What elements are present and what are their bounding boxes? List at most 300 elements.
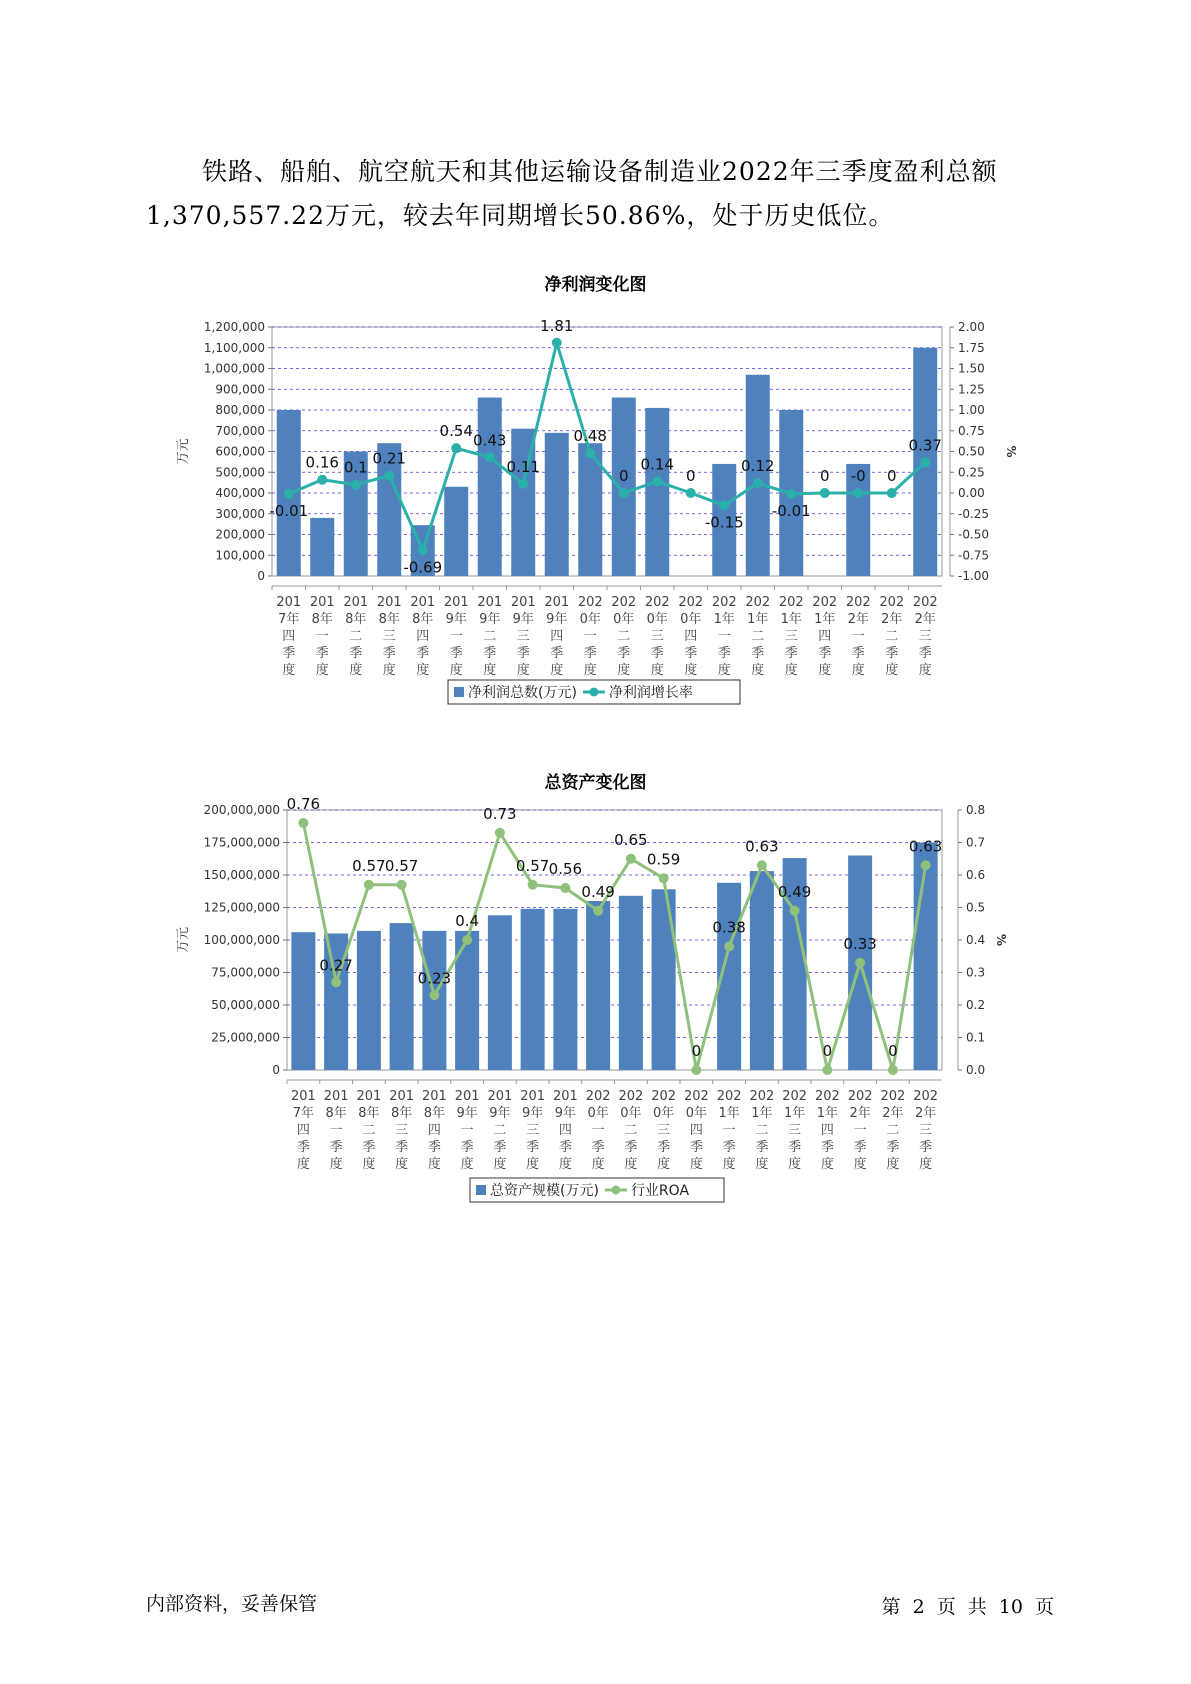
x-tick-label: 度	[395, 1157, 409, 1172]
x-tick-label: 8年	[345, 612, 367, 627]
y2-tick-label: 0.4	[966, 933, 986, 947]
x-tick-label: 1年	[780, 612, 802, 627]
x-tick-label: 二	[362, 1123, 376, 1138]
line-point	[920, 457, 930, 467]
x-tick-label: 201	[343, 595, 369, 610]
line-point	[364, 880, 374, 890]
y2-tick-label: -1.00	[958, 569, 990, 583]
x-tick-label: 202	[651, 1089, 677, 1104]
x-tick-label: 一	[449, 629, 463, 644]
x-tick-label: 一	[329, 1123, 343, 1138]
x-tick-label: 季	[591, 1140, 605, 1155]
x-tick-label: 季	[919, 1140, 933, 1155]
y2-tick-label: 0.8	[966, 803, 986, 817]
x-tick-label: 季	[820, 1140, 834, 1155]
bar	[619, 896, 643, 1070]
x-tick-label: 202	[812, 595, 838, 610]
bar	[422, 931, 446, 1070]
y2-tick-label: 0.25	[958, 465, 985, 480]
x-tick-label: 二	[349, 629, 363, 644]
x-tick-label: 度	[818, 663, 832, 678]
bar	[746, 375, 770, 576]
x-tick-label: 度	[583, 663, 597, 678]
x-tick-label: 季	[329, 1140, 343, 1155]
y-tick-label: 25,000,000	[211, 1030, 280, 1045]
x-tick-label: 四	[558, 1123, 572, 1138]
data-label: 0.1	[343, 458, 368, 477]
x-tick-label: 8年	[390, 1106, 413, 1121]
data-label: 0.43	[473, 431, 507, 450]
bar	[390, 923, 414, 1070]
x-tick-label: 二	[755, 1123, 769, 1138]
line-point	[757, 860, 767, 870]
data-label: -0	[850, 467, 866, 485]
x-tick-label: 三	[788, 1123, 802, 1138]
x-tick-label: 三	[382, 629, 396, 644]
y2-tick-label: 0.5	[966, 900, 986, 915]
data-label: 0.21	[372, 449, 406, 468]
data-label: 0.73	[483, 804, 517, 823]
bar	[586, 901, 610, 1070]
y2-tick-label: -0.75	[958, 548, 990, 563]
x-tick-label: 1年	[814, 612, 836, 627]
data-label: 0.33	[843, 934, 877, 953]
x-tick-label: 季	[416, 646, 430, 661]
line-point	[593, 906, 603, 916]
data-label: 0	[888, 1042, 898, 1060]
line-point	[552, 338, 562, 348]
x-tick-label: 季	[558, 1140, 572, 1155]
data-label: 0	[618, 467, 629, 485]
line-point	[429, 990, 439, 1000]
x-tick-label: 二	[493, 1123, 507, 1138]
line-point	[786, 489, 796, 499]
x-tick-label: 202	[683, 1089, 709, 1104]
x-tick-label: 202	[778, 595, 804, 610]
x-tick-label: 201	[544, 595, 570, 610]
x-tick-label: 一	[717, 629, 731, 644]
x-tick-label: 四	[550, 629, 564, 644]
line-point	[451, 443, 461, 453]
x-tick-label: 度	[526, 1157, 540, 1172]
line-point	[659, 873, 669, 883]
data-label: 0.38	[712, 918, 746, 937]
bar	[553, 909, 577, 1070]
x-tick-label: 季	[493, 1140, 507, 1155]
x-tick-label: 7年	[278, 612, 300, 627]
y2-tick-label: 2.00	[958, 320, 985, 334]
line-point	[626, 854, 636, 864]
x-tick-label: 9年	[554, 1106, 577, 1121]
y2-tick-label: 0.00	[958, 486, 985, 500]
x-tick-label: 2年	[882, 1106, 904, 1121]
x-tick-label: 度	[820, 1157, 834, 1172]
y-tick-label: 700,000	[215, 423, 265, 438]
line-point	[724, 942, 734, 952]
x-tick-label: 201	[410, 595, 436, 610]
data-label: 0.63	[908, 837, 943, 856]
line-point	[298, 818, 308, 828]
x-tick-label: 1年	[751, 1106, 773, 1121]
x-tick-label: 202	[745, 595, 771, 610]
x-tick-label: 四	[416, 629, 430, 644]
y2-tick-label: 1.50	[958, 361, 985, 376]
y-tick-label: 200,000	[215, 527, 265, 542]
data-label: 0.37	[908, 436, 942, 455]
x-tick-label: 三	[919, 1123, 933, 1138]
line-point	[855, 958, 865, 968]
y-axis-label: 万元	[176, 926, 191, 954]
data-label: 0.49	[581, 882, 615, 901]
line-point	[418, 545, 428, 555]
line-point	[560, 883, 570, 893]
line-point	[686, 488, 696, 498]
x-tick-label: 201	[323, 1089, 349, 1104]
x-tick-label: 季	[296, 1140, 310, 1155]
x-tick-label: 度	[853, 1157, 867, 1172]
legend-label: 行业ROA	[630, 1183, 690, 1199]
data-label: -0.01	[771, 501, 811, 520]
x-tick-label: 0年	[613, 612, 635, 627]
data-label: 0	[822, 1042, 833, 1060]
line-point	[652, 476, 662, 486]
x-tick-label: 202	[782, 1089, 808, 1104]
x-tick-label: 9年	[456, 1106, 478, 1121]
x-tick-label: 度	[755, 1157, 769, 1172]
x-tick-label: 202	[585, 1089, 611, 1104]
bar	[521, 909, 545, 1070]
legend-swatch-point	[611, 1186, 620, 1195]
x-tick-label: 三	[516, 629, 530, 644]
x-tick-label: 201	[290, 1089, 316, 1104]
x-tick-label: 一	[722, 1123, 736, 1138]
x-tick-label: 度	[650, 663, 664, 678]
data-label: 0.48	[573, 427, 607, 446]
y-tick-label: 100,000,000	[203, 933, 280, 947]
bar	[357, 931, 381, 1070]
data-label: 0	[819, 467, 830, 485]
x-tick-label: 二	[617, 629, 631, 644]
line-point	[284, 489, 294, 499]
y-tick-label: 900,000	[215, 382, 265, 397]
x-tick-label: 201	[276, 595, 302, 610]
x-tick-label: 1年	[816, 1106, 839, 1121]
bar	[612, 398, 636, 576]
x-tick-label: 201	[389, 1089, 415, 1104]
x-tick-label: 度	[684, 663, 698, 678]
bar	[444, 487, 468, 576]
x-tick-label: 四	[296, 1123, 310, 1138]
x-tick-label: 201	[421, 1089, 447, 1104]
x-tick-label: 季	[755, 1140, 769, 1155]
x-tick-label: 三	[395, 1123, 409, 1138]
line-point	[485, 452, 495, 462]
x-tick-label: 度	[516, 663, 530, 678]
data-label: 0.16	[305, 453, 339, 472]
x-tick-label: 201	[376, 595, 402, 610]
x-tick-label: 度	[349, 663, 363, 678]
x-tick-label: 度	[550, 663, 564, 678]
y-tick-label: 175,000,000	[203, 835, 280, 850]
x-tick-label: 8年	[423, 1106, 446, 1121]
line-point	[384, 471, 394, 481]
chart2-title: 总资产变化图	[544, 773, 647, 793]
x-tick-label: 季	[282, 646, 296, 661]
y-tick-label: 125,000,000	[203, 900, 280, 915]
x-tick-label: 度	[382, 663, 396, 678]
x-tick-label: 202	[711, 595, 737, 610]
x-tick-label: 202	[716, 1089, 742, 1104]
line-point	[351, 480, 361, 490]
bar	[310, 518, 334, 576]
y-tick-label: 0	[257, 569, 265, 583]
bar	[488, 915, 512, 1070]
x-tick-label: 201	[309, 595, 335, 610]
data-label: 0.23	[417, 969, 452, 988]
line-point	[462, 935, 472, 945]
line-point	[790, 906, 800, 916]
x-tick-label: 季	[722, 1140, 736, 1155]
x-tick-label: 度	[851, 663, 865, 678]
x-tick-label: 201	[487, 1089, 513, 1104]
legend-swatch-point	[589, 688, 598, 697]
x-tick-label: 季	[851, 646, 865, 661]
x-tick-label: 2年	[849, 1106, 871, 1121]
x-tick-label: 度	[296, 1157, 310, 1172]
x-tick-label: 度	[617, 663, 631, 678]
x-tick-label: 季	[886, 1140, 900, 1155]
x-tick-label: 8年	[311, 612, 333, 627]
x-tick-label: 9年	[445, 612, 467, 627]
x-tick-label: 度	[784, 663, 798, 678]
x-tick-label: 季	[395, 1140, 409, 1155]
x-tick-label: 三	[650, 629, 664, 644]
line-point	[397, 880, 407, 890]
x-tick-label: 一	[583, 629, 597, 644]
bar	[652, 889, 676, 1070]
x-tick-label: 度	[751, 663, 765, 678]
x-tick-label: 季	[751, 646, 765, 661]
x-tick-label: 7年	[292, 1106, 315, 1121]
y-tick-label: 100,000	[215, 548, 265, 563]
x-tick-label: 度	[449, 663, 463, 678]
x-tick-label: 0年	[680, 612, 702, 627]
line-point	[518, 479, 528, 489]
x-tick-label: 季	[349, 646, 363, 661]
data-label: 0.27	[319, 956, 353, 975]
x-tick-label: 0年	[587, 1106, 609, 1121]
x-tick-label: 一	[853, 1123, 867, 1138]
y2-tick-label: 1.00	[958, 403, 985, 417]
data-label: 0.63	[745, 837, 779, 856]
x-tick-label: 8年	[378, 612, 400, 627]
y-tick-label: 500,000	[215, 465, 265, 480]
line-point	[331, 977, 341, 987]
line-point	[820, 488, 830, 498]
x-tick-label: 三	[526, 1123, 540, 1138]
line-point	[691, 1065, 701, 1075]
y2-tick-label: -0.25	[958, 506, 990, 521]
x-tick-label: 季	[918, 646, 932, 661]
data-label: 0.54	[439, 422, 473, 441]
legend-label: 净利润增长率	[608, 685, 693, 701]
data-label: 0.11	[506, 457, 540, 476]
x-tick-label: 季	[382, 646, 396, 661]
x-tick-label: 季	[315, 646, 329, 661]
x-tick-label: 2年	[914, 1106, 937, 1121]
y-tick-label: 600,000	[215, 444, 265, 459]
x-tick-label: 9年	[512, 612, 534, 627]
legend-label: 总资产规模(万元)	[490, 1183, 599, 1199]
y-tick-label: 1,100,000	[203, 340, 265, 355]
x-tick-label: 度	[427, 1157, 441, 1172]
y2-tick-label: 1.75	[958, 340, 985, 355]
line-point	[719, 500, 729, 510]
x-tick-label: 0年	[620, 1106, 642, 1121]
bar	[914, 843, 938, 1071]
y-axis-label: 万元	[176, 438, 191, 465]
legend-swatch-bar	[454, 687, 464, 697]
x-tick-label: 季	[853, 1140, 867, 1155]
x-tick-label: 季	[483, 646, 497, 661]
y2-tick-label: 1.25	[958, 382, 985, 397]
x-tick-label: 度	[722, 1157, 736, 1172]
x-tick-label: 201	[454, 1089, 480, 1104]
x-tick-label: 季	[362, 1140, 376, 1155]
line-point	[888, 1065, 898, 1075]
y-tick-label: 1,000,000	[203, 361, 265, 376]
y2-axis-label: %	[994, 933, 1008, 947]
x-tick-label: 201	[510, 595, 536, 610]
x-tick-label: 四	[427, 1123, 441, 1138]
chart1-title: 净利润变化图	[544, 275, 647, 295]
x-tick-label: 201	[443, 595, 469, 610]
data-label: 0.4	[455, 912, 480, 930]
line-point	[585, 448, 595, 458]
x-tick-label: 度	[460, 1157, 474, 1172]
data-label: 0.12	[741, 457, 775, 476]
x-tick-label: 度	[282, 663, 296, 678]
x-tick-label: 度	[919, 1157, 933, 1172]
x-tick-label: 度	[416, 663, 430, 678]
legend-swatch-bar	[476, 1185, 486, 1195]
x-tick-label: 季	[526, 1140, 540, 1155]
data-label: -0.15	[704, 513, 744, 532]
line-point	[753, 478, 763, 488]
data-label: 0.57	[515, 856, 550, 875]
footer-confidential: 内部资料，妥善保管	[146, 1593, 318, 1615]
x-tick-label: 二	[886, 1123, 900, 1138]
x-tick-label: 202	[913, 1089, 939, 1104]
bar	[291, 932, 315, 1070]
x-tick-label: 季	[583, 646, 597, 661]
x-tick-label: 度	[885, 663, 899, 678]
x-tick-label: 1年	[747, 612, 769, 627]
y2-tick-label: 0.1	[966, 1030, 986, 1045]
x-tick-label: 季	[624, 1140, 638, 1155]
x-tick-label: 季	[617, 646, 631, 661]
y2-axis-label: %	[1004, 445, 1018, 458]
x-tick-label: 二	[751, 629, 765, 644]
y-tick-label: 800,000	[215, 403, 265, 417]
y2-tick-label: 0.6	[966, 868, 986, 882]
x-tick-label: 8年	[358, 1106, 380, 1121]
x-tick-label: 度	[918, 663, 932, 678]
line-point	[528, 880, 538, 890]
data-label: 0	[685, 467, 696, 485]
y-tick-label: 50,000,000	[211, 998, 280, 1012]
y2-tick-label: 0.3	[966, 965, 986, 980]
x-tick-label: 9年	[521, 1106, 544, 1121]
x-tick-label: 9年	[489, 1106, 511, 1121]
x-tick-label: 202	[847, 1089, 873, 1104]
x-tick-label: 度	[624, 1157, 638, 1172]
x-tick-label: 季	[684, 646, 698, 661]
x-tick-label: 一	[460, 1123, 474, 1138]
data-label: 0.65	[614, 830, 648, 849]
x-tick-label: 度	[315, 663, 329, 678]
data-label: 0.57	[352, 856, 386, 875]
data-label: 0.56	[548, 860, 583, 878]
y-tick-label: 75,000,000	[211, 965, 280, 980]
line-point	[495, 828, 505, 838]
data-label: -0.01	[269, 501, 309, 520]
data-label: 0.49	[777, 882, 812, 901]
x-tick-label: 202	[577, 595, 603, 610]
y2-tick-label: 0.0	[966, 1063, 986, 1077]
x-tick-label: 1年	[783, 1106, 806, 1121]
x-tick-label: 202	[644, 595, 670, 610]
x-tick-label: 度	[689, 1157, 703, 1172]
x-tick-label: 季	[550, 646, 564, 661]
x-tick-label: 一	[315, 629, 329, 644]
line-point	[619, 488, 629, 498]
x-tick-label: 202	[749, 1089, 775, 1104]
y2-tick-label: -0.50	[958, 527, 990, 542]
x-tick-label: 一	[591, 1123, 605, 1138]
data-label: 1.81	[540, 316, 574, 335]
y2-tick-label: 0.2	[966, 998, 986, 1012]
x-tick-label: 季	[650, 646, 664, 661]
x-tick-label: 2年	[914, 612, 936, 627]
x-tick-label: 季	[689, 1140, 703, 1155]
y-tick-label: 0	[272, 1063, 280, 1077]
x-tick-label: 四	[689, 1123, 703, 1138]
x-tick-label: 季	[516, 646, 530, 661]
x-tick-label: 202	[618, 1089, 644, 1104]
x-tick-label: 季	[788, 1140, 802, 1155]
x-tick-label: 三	[657, 1123, 671, 1138]
x-tick-label: 季	[885, 646, 899, 661]
x-tick-label: 8年	[412, 612, 434, 627]
bar	[478, 398, 502, 576]
x-tick-label: 9年	[479, 612, 501, 627]
x-tick-label: 202	[611, 595, 637, 610]
x-tick-label: 1年	[718, 1106, 740, 1121]
y2-tick-label: 0.7	[966, 835, 986, 850]
x-tick-label: 202	[678, 595, 704, 610]
x-tick-label: 度	[329, 1157, 343, 1172]
x-tick-label: 9年	[546, 612, 568, 627]
x-tick-label: 202	[912, 595, 938, 610]
x-tick-label: 0年	[579, 612, 601, 627]
x-tick-label: 二	[885, 629, 899, 644]
x-tick-label: 度	[886, 1157, 900, 1172]
x-tick-label: 201	[520, 1089, 546, 1104]
x-tick-label: 四	[820, 1123, 834, 1138]
y2-tick-label: 0.50	[958, 444, 985, 459]
x-tick-label: 四	[818, 629, 832, 644]
